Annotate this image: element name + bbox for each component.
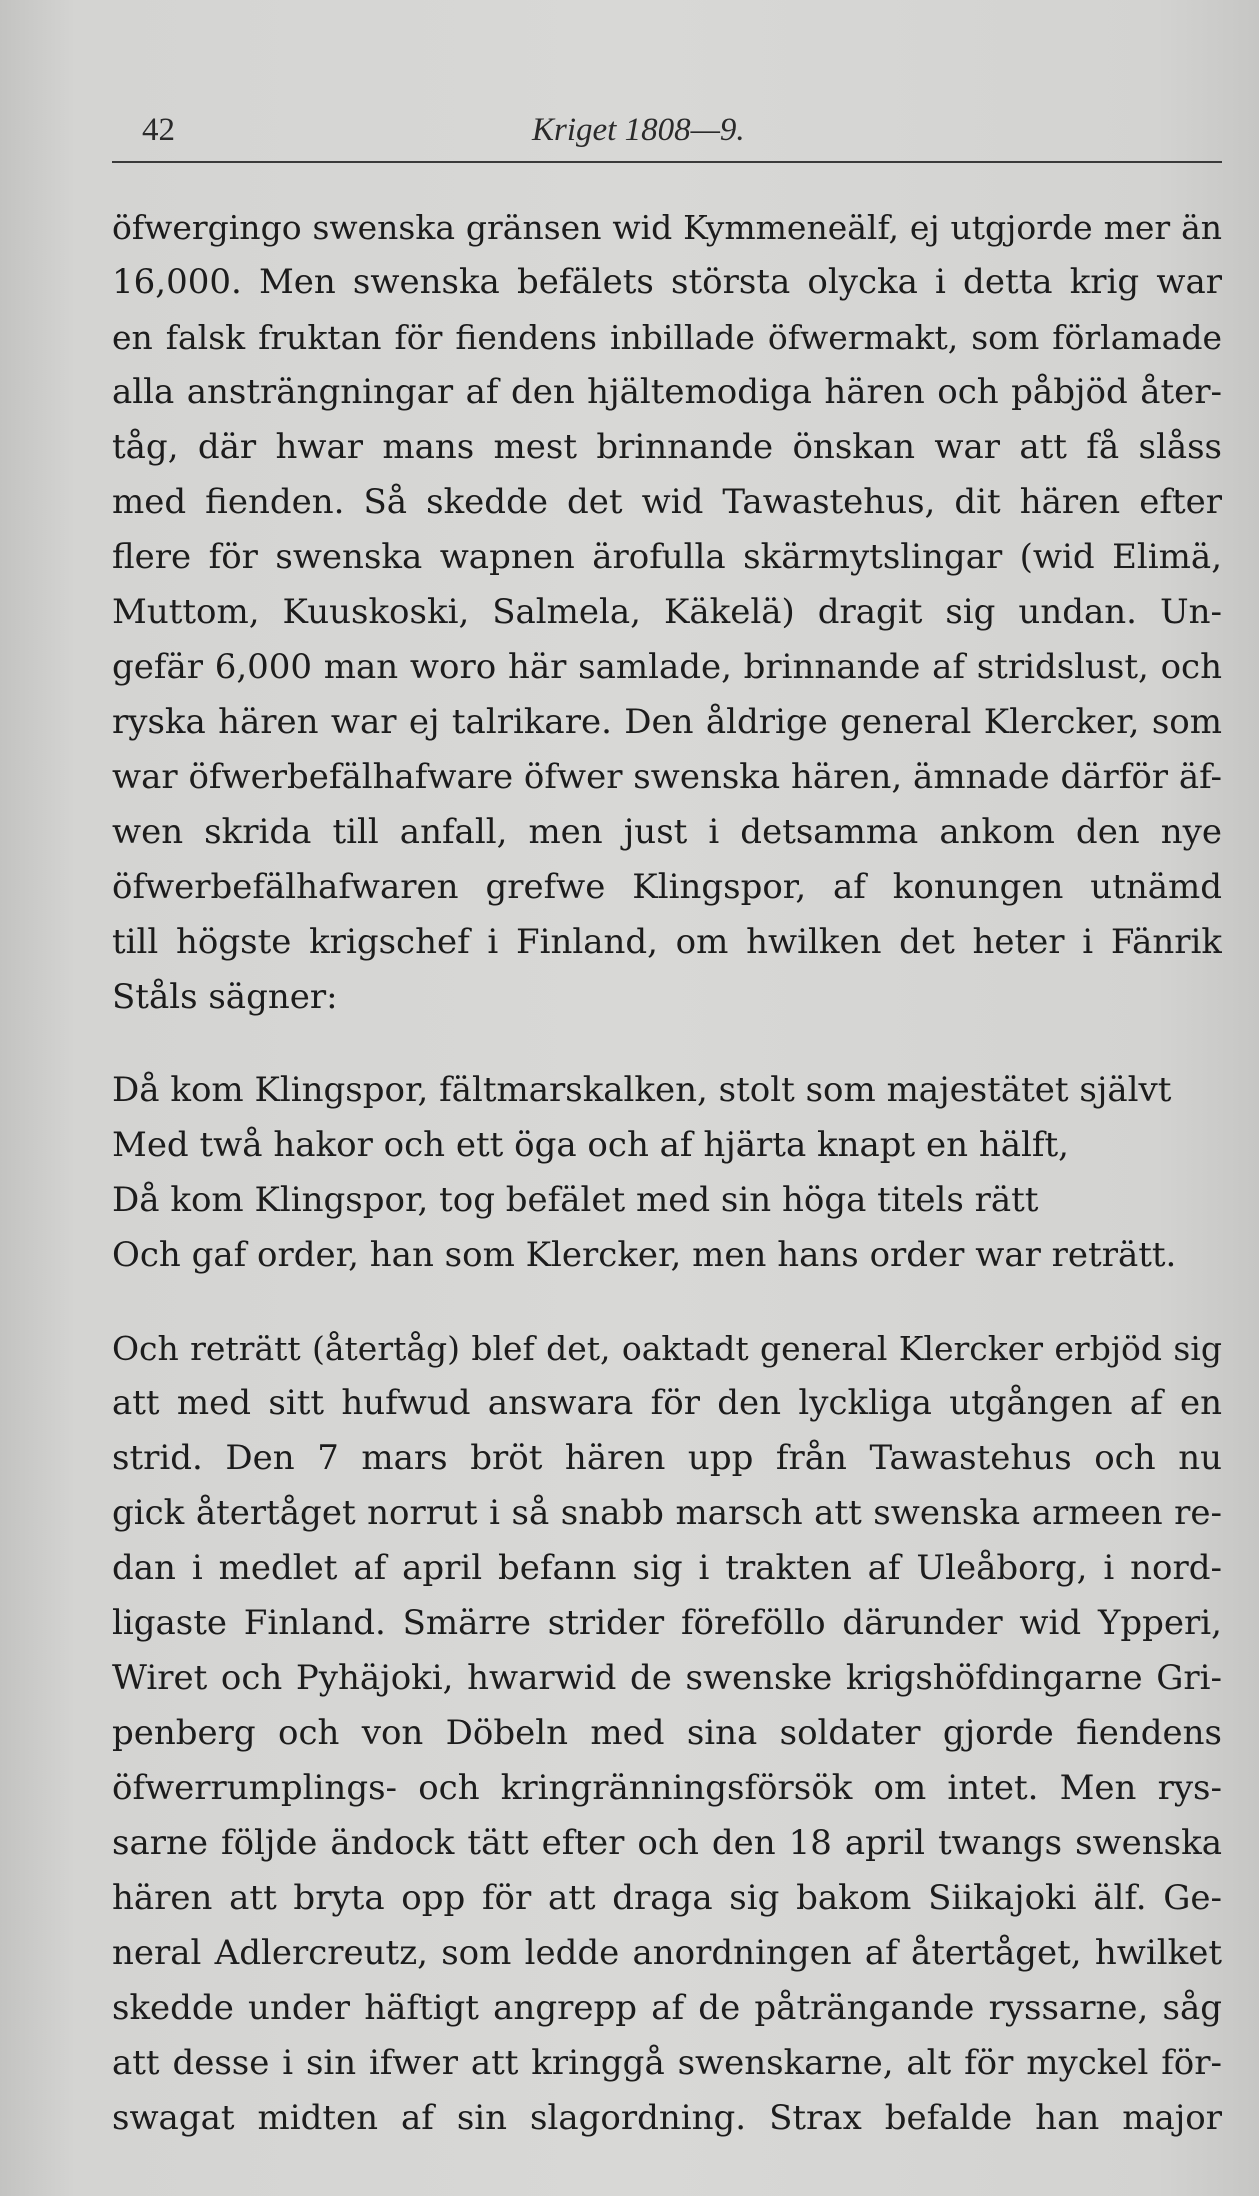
text-line: neral Adlercreutz, som ledde anordningen af återtåget, hwilket [112,1933,1222,1973]
page-number: 42 [142,112,175,148]
spacer [112,1025,1222,1063]
text-line: strid. Den 7 mars bröt hären upp från Tawastehus och nu [112,1438,1222,1478]
text-line: öfwergingo swenska gränsen wid Kymmeneälf, ej utgjorde mer än [112,208,1222,247]
running-title: Kriget 1808—9. [532,112,745,148]
text-line: ligaste Finland. Smärre strider föreföllo därunder wid Ypperi, [112,1603,1222,1643]
text-line: tåg, där hwar mans mest brinnande önskan war att få slåss [112,427,1222,467]
verse-line: Då kom Klingspor, tog befälet med sin höga titels rätt [112,1180,1039,1220]
text-line: penberg och von Döbeln med sina soldater gjorde fiendens [112,1713,1222,1753]
text-line: med fienden. Så skedde det wid Tawastehus, dit hären efter [112,482,1222,522]
text-line: Och reträtt (återtåg) blef det, oaktadt general Klercker erbjöd sig [112,1329,1222,1368]
text-line: swagat midten af sin slagordning. Strax befalde han major [112,2098,1222,2138]
verse-line: Och gaf order, han som Klercker, men hans order war reträtt. [112,1235,1177,1275]
text-line: att med sitt hufwud answara för den lyckliga utgången af en [112,1383,1222,1423]
text-line: att desse i sin ifwer att kringgå swenskarne, alt för myckel för- [112,2043,1222,2083]
text-line: gefär 6,000 man woro här samlade, brinnande af stridslust, och [112,647,1222,687]
text-line: skedde under häftigt angrepp af de påträngande ryssarne, såg [112,1988,1222,2028]
running-head [112,102,1222,154]
verse-line: Med twå hakor och ett öga och af hjärta knapt en hälft, [112,1125,1069,1165]
text-line: Muttom, Kuuskoski, Salmela, Käkelä) dragit sig undan. Un- [112,592,1222,632]
text-line: till högste krigschef i Finland, om hwilken det heter i Fänrik [112,922,1222,962]
header-rule [112,161,1222,163]
text-line: ryska hären war ej talrikare. Den åldrige general Klercker, som [112,702,1222,742]
verse-quote [112,1063,1222,1283]
text-line: alla ansträngningar af den hjältemodiga hären och påbjöd åter- [112,372,1222,412]
text-line: Wiret och Pyhäjoki, hwarwid de swenske krigshöfdingarne Gri- [112,1658,1222,1698]
text-line: hären att bryta opp för att draga sig bakom Siikajoki älf. Ge- [112,1878,1222,1918]
text-line: Ståls sägner: [112,977,338,1017]
text-line: dan i medlet af april befann sig i trakten af Uleåborg, i nord- [112,1548,1222,1588]
text-line: gick återtåget norrut i så snabb marsch att swenska armeen re- [112,1493,1222,1533]
text-line: 16,000. Men swenska befälets största olycka i detta krig war [112,262,1222,302]
text-line: öfwerbefälhafwaren grefwe Klingspor, af konungen utnämd [112,867,1222,907]
text-line: wen skrida till anfall, men just i detsamma ankom den nye [112,812,1222,852]
body-text [112,200,1222,2146]
paragraph-2 [112,1321,1222,2146]
text-line: öfwerrumplings- och kringränningsförsök om intet. Men rys- [112,1768,1222,1808]
text-line: sarne följde ändock tätt efter och den 18 april twangs swenska [112,1823,1222,1863]
verse-line: Då kom Klingspor, fältmarskalken, stolt som majestätet självt [112,1070,1172,1110]
spacer [112,1283,1222,1321]
text-line: flere för swenska wapnen ärofulla skärmytslingar (wid Elimä, [112,537,1222,577]
text-line: en falsk fruktan för fiendens inbillade öfwermakt, som förlamade [112,318,1222,357]
text-line: war öfwerbefälhafware öfwer swenska hären, ämnade därför äf- [112,757,1222,797]
paragraph-1 [112,200,1222,1025]
